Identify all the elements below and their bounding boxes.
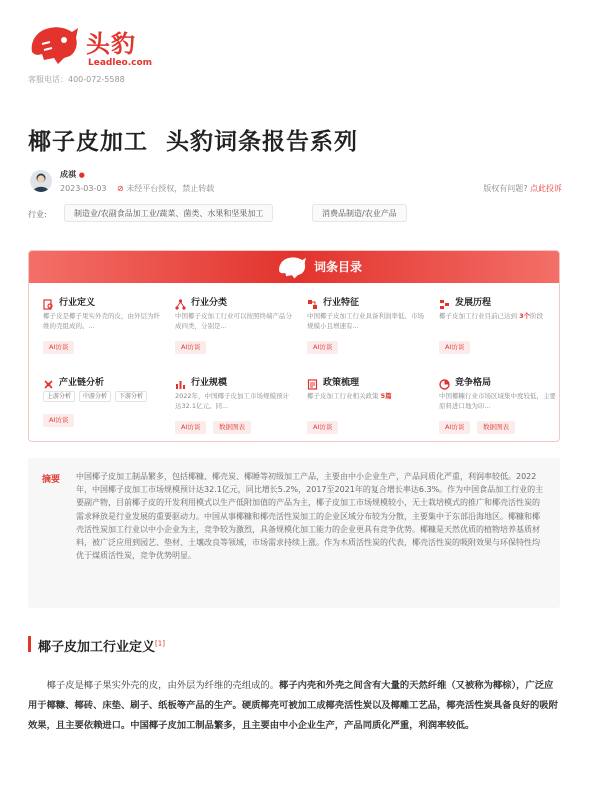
toc-card-title: 行业定义 (59, 298, 96, 308)
leopard-logo-icon (277, 254, 307, 280)
timeline-icon (439, 295, 451, 307)
publish-date: 2023-03-03 (60, 184, 107, 193)
toc-card-history[interactable] (439, 295, 560, 365)
bar-chart-icon (175, 375, 187, 387)
toc-card-desc: 椰子皮加工行业相关政策 5篇 (307, 392, 392, 400)
author-name[interactable]: 成祺 ● (60, 170, 85, 179)
toc-card-title: 产业链分析 (59, 378, 105, 388)
brand-logo[interactable] (28, 18, 158, 78)
person-icon (30, 170, 52, 192)
ai-interview-button[interactable]: AI访谈 (175, 341, 206, 354)
toc-panel (28, 250, 560, 442)
industry-tag[interactable]: 制造业/农副食品加工业/蔬菜、菌类、水果和坚果加工 (64, 204, 273, 222)
data-chart-button[interactable]: 数据图表 (477, 421, 515, 434)
report-link[interactable]: 点此投诉 (530, 184, 562, 193)
downstream-chip[interactable]: 下游分析 (115, 391, 147, 402)
footnote-ref[interactable]: [1] (155, 639, 165, 648)
section-title: 椰子皮加工行业定义[1] (38, 639, 165, 655)
ai-interview-button[interactable]: AI访谈 (307, 341, 338, 354)
prohibited-icon: ⊘ (117, 184, 124, 193)
ai-interview-button[interactable]: AI访谈 (175, 421, 206, 434)
abstract-panel (28, 458, 560, 608)
search-doc-icon (43, 295, 55, 307)
network-icon (307, 295, 319, 307)
verified-badge-icon: ● (78, 171, 85, 179)
industry-label: 行业: (28, 210, 47, 219)
toc-card-features[interactable] (307, 295, 429, 365)
no-repost-notice: ⊘ 未经平台授权，禁止转载 (117, 184, 215, 193)
toc-header (29, 251, 560, 283)
toc-card-desc: 椰子皮是椰子果实外壳的皮，由外层为纤维的壳组成的。... (43, 312, 160, 330)
toc-card-title: 竞争格局 (455, 378, 492, 388)
pie-chart-icon (439, 375, 451, 387)
ai-interview-button[interactable]: AI访谈 (439, 341, 470, 354)
toc-card-classification[interactable] (175, 295, 297, 365)
ai-interview-button[interactable]: AI访谈 (439, 421, 470, 434)
page-title: 椰子皮加工 头豹词条报告系列 (28, 129, 359, 155)
toc-card-title: 行业特征 (323, 298, 360, 308)
toc-card-desc: 中国椰子皮加工行业可以按照终端产品分成四类，分别是... (175, 312, 292, 330)
toc-card-industry-chain[interactable] (43, 375, 165, 442)
policy-icon (307, 375, 319, 387)
customer-service-phone: 客服电话：400-072-5588 (28, 75, 125, 84)
toc-card-title: 行业分类 (191, 298, 228, 308)
chain-icon (43, 375, 55, 387)
toc-card-desc: 椰子皮加工行业目前已达到 3个阶段 (439, 312, 544, 320)
ai-interview-button[interactable]: AI访谈 (43, 341, 74, 354)
article-meta (60, 183, 214, 194)
brand-name-cn: 头豹 (86, 30, 136, 58)
avatar[interactable] (30, 170, 52, 192)
toc-card-desc: 2022年，中国椰子皮加工市场规模预计达32.1亿元。同... (175, 392, 290, 410)
toc-card-title: 行业规模 (191, 378, 228, 388)
toc-card-policy[interactable] (307, 375, 429, 442)
hierarchy-icon (175, 295, 187, 307)
toc-card-market-size[interactable] (175, 375, 297, 442)
brand-name-en: Leadleo.com (88, 58, 153, 68)
toc-card-title: 发展历程 (455, 298, 492, 308)
ai-interview-button[interactable]: AI访谈 (43, 414, 74, 427)
definition-paragraph: 椰子皮是椰子果实外壳的皮，由外层为纤维的壳组成的。椰子内壳和外壳之间含有大量的天然纤维（又被称为椰棕），广泛应用于椰糠、椰砖、床垫、刷子、纸板等产品的生产。硬质椰壳可被加工成椰壳活性炭以及椰雕工艺品，椰壳活性炭具备良好的吸附效果，且主要依赖进口。中国椰子皮加工制品繁多，且主要由中小企业生产，产品同质化严重，利润率较低。 (28, 680, 558, 731)
abstract-text: 中国椰子皮加工制品繁多，包括椰糠、椰壳炭、椰睡等初级加工产品，主要由中小企业生产，产品同质化严重，利润率较低。2022年，中国椰子皮加工市场规模预计达32.1亿元，同比增长5.2%，2017至2021年的复合增长率达6.3%。作为中国食品加工行业的主要副产物，目前椰子皮的开发利用模式以生产低附加值的产品为主，椰子皮加工市场规模较小，无土栽培模式的推广和椰壳活性炭的需求释放是行业发展的重要驱动力。中国从事椰糠和椰壳活性炭加工的企业区域分布较为分散，主要集中于东部沿海地区。椰糠和椰壳活性炭加工行业以中小企业为主，竞争较为激烈，具备规模化加工能力的企业更具有竞争优势。椰糠是天然优质的植物培养基质材料，被广泛应用到园艺、垫材、土壤改良等领域，市场需求持续上涨。作为木质活性炭的代表，椰壳活性炭的吸附效果与环保特性均优于煤质活性炭，竞争优势明显。 (76, 472, 544, 561)
midstream-chip[interactable]: 中游分析 (79, 391, 111, 402)
toc-card-desc: 中国椰糠行业市场区域集中度较低，主要原料进口地为印... (439, 392, 556, 410)
data-chart-button[interactable]: 数据图表 (213, 421, 251, 434)
toc-title: 词条目录 (314, 260, 363, 274)
toc-card-definition[interactable] (43, 295, 165, 365)
leopard-logo-icon (28, 22, 80, 66)
abstract-label: 摘要 (42, 475, 61, 485)
toc-card-desc: 中国椰子皮加工行业具备利润率低、市场规模小且增速有... (307, 312, 424, 330)
copyright-report: 版权有问题? 点此投诉 (483, 184, 562, 193)
section-accent-bar (28, 636, 31, 652)
ai-interview-button[interactable]: AI访谈 (307, 421, 338, 434)
toc-card-competition[interactable] (439, 375, 560, 442)
upstream-chip[interactable]: 上游分析 (43, 391, 75, 402)
industry-tag[interactable]: 消费品制造/农业产品 (312, 204, 407, 222)
toc-card-title: 政策梳理 (323, 378, 360, 388)
